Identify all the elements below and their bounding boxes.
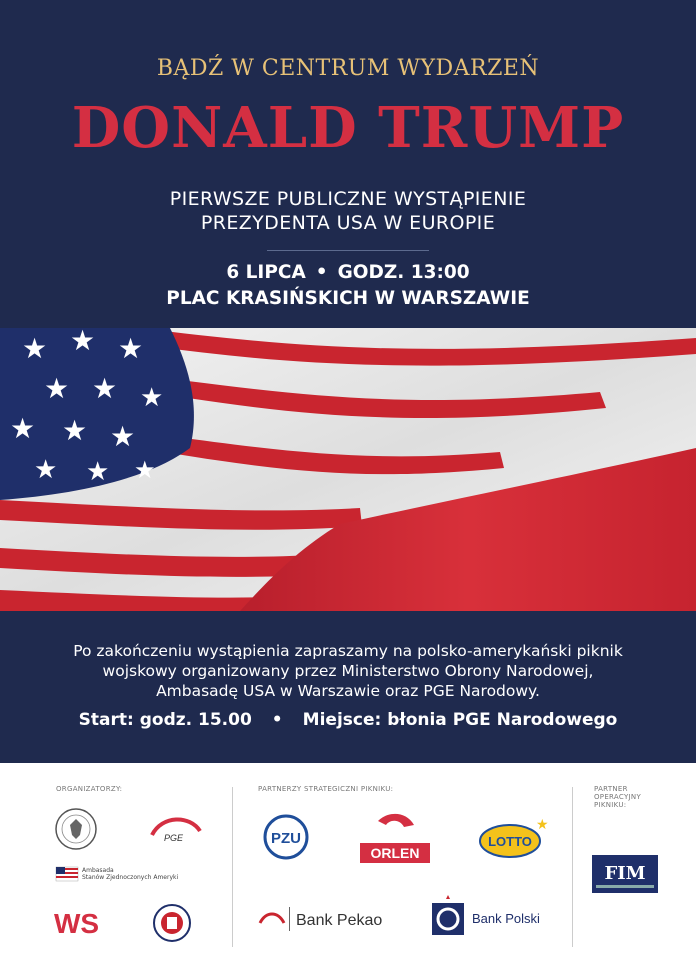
picnic-start: Start: godz. 15.00 xyxy=(78,710,252,730)
svg-text:★: ★ xyxy=(34,455,58,485)
picnic-details xyxy=(0,710,696,730)
pge-narodowy-logo xyxy=(148,811,204,847)
svg-text:PGE: PGE xyxy=(164,833,184,843)
svg-text:★: ★ xyxy=(70,324,96,357)
svg-text:LOTTO: LOTTO xyxy=(488,834,532,849)
operational-label-2: OPERACYJNY xyxy=(594,793,642,801)
svg-text:★: ★ xyxy=(118,332,144,365)
svg-text:Bank Polski: Bank Polski xyxy=(472,911,540,926)
invitation-line-1: Po zakończeniu wystąpienia zapraszamy na polsko-amerykański piknik xyxy=(73,642,623,660)
divider xyxy=(572,787,573,947)
invitation-text xyxy=(0,641,696,701)
svg-text:★: ★ xyxy=(44,372,70,405)
flags-image xyxy=(0,324,696,611)
svg-text:FIM: FIM xyxy=(604,863,646,884)
operational-partner-label xyxy=(594,785,641,809)
headline: DONALD TRUMP xyxy=(71,95,625,161)
subheading xyxy=(0,187,696,235)
svg-text:Bank Pekao: Bank Pekao xyxy=(296,912,383,929)
picnic-place: Miejsce: błonia PGE Narodowego xyxy=(302,710,618,730)
divider xyxy=(232,787,233,947)
svg-text:★: ★ xyxy=(140,383,164,413)
svg-text:ORLEN: ORLEN xyxy=(370,845,420,861)
separator: • xyxy=(315,262,328,283)
subheading-line-1: PIERWSZE PUBLICZNE WYSTĄPIENIE xyxy=(169,188,527,210)
embassy-line-1: Ambasada xyxy=(82,867,114,874)
svg-text:★: ★ xyxy=(92,372,118,405)
svg-text:★: ★ xyxy=(134,456,156,484)
us-flag-icon xyxy=(56,867,78,881)
orlen-logo xyxy=(360,811,430,865)
svg-text:★: ★ xyxy=(10,412,36,445)
embassy-line-2: Stanów Zjednoczonych Ameryki xyxy=(82,874,179,881)
event-date: 6 LIPCA xyxy=(226,262,306,283)
svg-text:★: ★ xyxy=(62,414,88,447)
subheading-line-2: PREZYDENTA USA W EUROPIE xyxy=(200,212,496,234)
event-details xyxy=(0,260,696,312)
flags-illustration xyxy=(0,324,696,611)
footer-logos xyxy=(0,763,696,960)
fim-logo xyxy=(592,855,658,893)
svg-text:PZU: PZU xyxy=(271,830,301,847)
svg-text:★: ★ xyxy=(110,420,136,453)
bank-pekao-logo xyxy=(256,903,406,935)
svg-text:WS: WS xyxy=(54,908,100,939)
header-section xyxy=(0,0,696,328)
pzu-logo xyxy=(262,813,310,861)
operational-label-3: PIKNIKU: xyxy=(594,801,627,809)
lotto-logo xyxy=(478,815,549,861)
event-venue: PLAC KRASIŃSKICH W WARSZAWIE xyxy=(166,288,530,309)
svg-text:★: ★ xyxy=(536,817,549,833)
embassy-name xyxy=(82,867,178,881)
ws-logo xyxy=(52,903,108,941)
operational-label-1: PARTNER xyxy=(594,785,628,793)
date-time-line xyxy=(0,260,696,286)
invitation-line-3: Ambasadę USA w Warszawie oraz PGE Narodowy. xyxy=(156,682,540,700)
fire-service-logo xyxy=(152,903,192,943)
partners-label: PARTNERZY STRATEGICZNI PIKNIKU: xyxy=(258,785,394,793)
organizers-label: ORGANIZATORZY: xyxy=(56,785,123,793)
svg-text:★: ★ xyxy=(86,457,110,487)
divider xyxy=(267,250,429,251)
mon-eagle-logo xyxy=(54,807,98,851)
invitation-line-2: wojskowy organizowany przez Ministerstwo Obrony Narodowej, xyxy=(102,662,594,680)
event-time: GODZ. 13:00 xyxy=(337,262,470,283)
pko-bank-polski-logo xyxy=(428,895,548,941)
tagline: BĄDŹ W CENTRUM WYDARZEŃ xyxy=(156,56,540,81)
svg-text:★: ★ xyxy=(22,332,48,365)
separator: • xyxy=(271,710,283,730)
invitation-section xyxy=(0,611,696,763)
